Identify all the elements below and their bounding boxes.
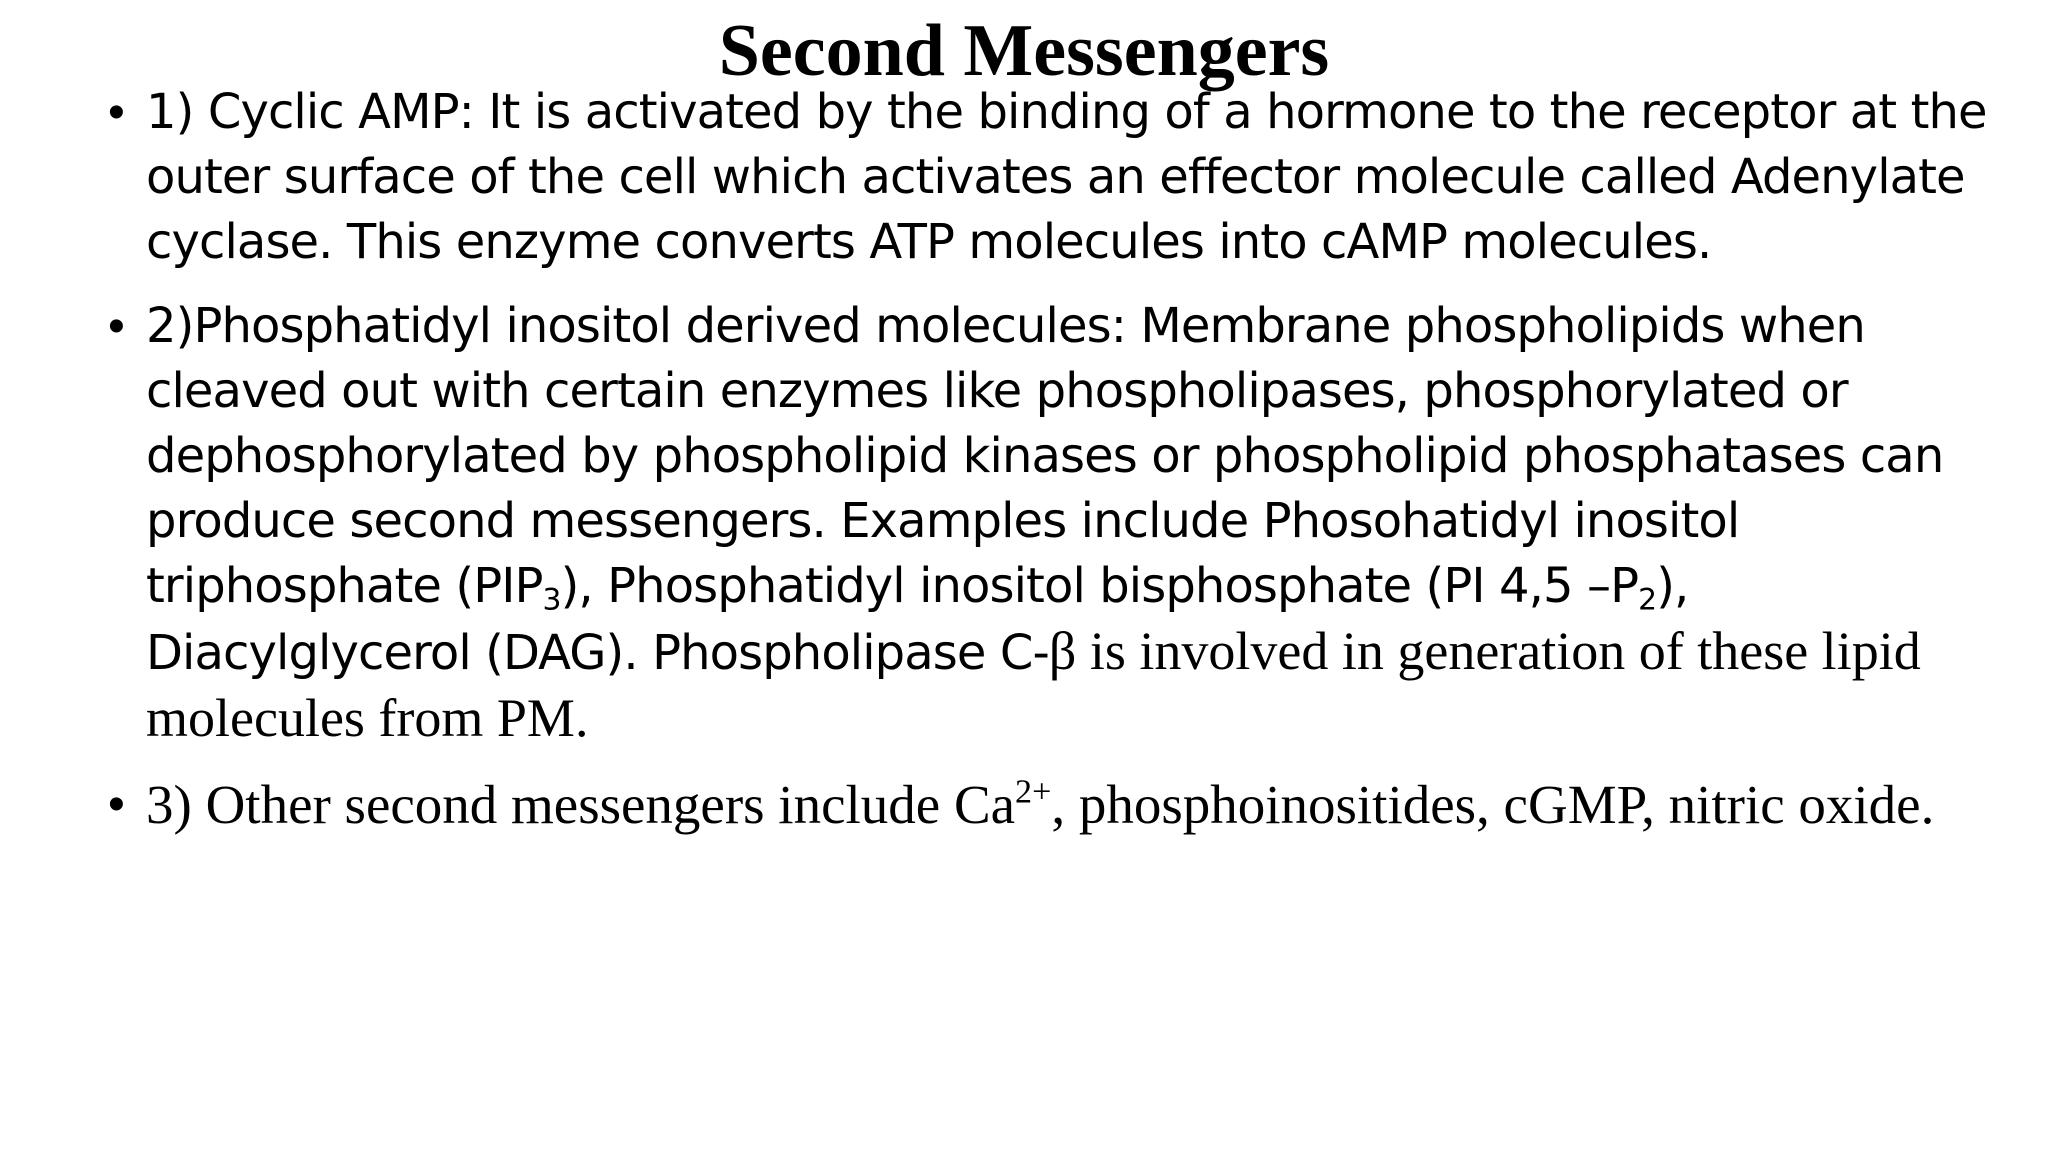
bullet-text-part: 2)Phosphatidyl inositol derived molecules: Membrane phospholipids when cleaved out with certain enzymes like phospholipases, phosphorylated or dephosphorylated by phospholipid kinases or phospholipid phosphatases can produce second messengers. Examples include Phosohatidyl inositol triphosphate (PIP xyxy=(146,298,1944,614)
bullet-text-part: ), Phosphatidyl inositol bisphosphate (PI 4,5 –P xyxy=(560,558,1639,614)
subscript: 3 xyxy=(542,582,561,618)
superscript: 2+ xyxy=(1015,773,1052,811)
subscript: 2 xyxy=(1638,582,1657,618)
bullet-text-part: 3) Other second messengers include Ca xyxy=(146,774,1016,835)
bullet-text-serif-part: β is involved in generation of these lipid molecules from PM. xyxy=(146,621,1921,748)
bullet-text-part: ), Diacylglycerol (DAG). Phospholipase C- xyxy=(146,558,1689,681)
bullet-item-phosphatidyl-inositol xyxy=(110,294,2010,753)
bullet-item-cyclic-amp xyxy=(110,80,2010,275)
bullet-text-part: , phosphoinositides, cGMP, nitric oxide. xyxy=(1051,774,1935,835)
bullet-marker-icon: • xyxy=(108,86,124,139)
slide-title: Second Messengers xyxy=(718,10,1330,92)
bullet-marker-icon: • xyxy=(108,300,124,353)
bullet-marker-icon: • xyxy=(108,778,125,831)
bullet-text: 1) Cyclic AMP: It is activated by the binding of a hormone to the receptor at the outer surface of the cell which activates an effector molecule called Adenylate cyclase. This enzyme converts ATP molecules into cAMP molecules. xyxy=(146,84,1987,270)
bullet-item-other-messengers xyxy=(110,772,2010,837)
bullet-list xyxy=(110,80,2010,837)
